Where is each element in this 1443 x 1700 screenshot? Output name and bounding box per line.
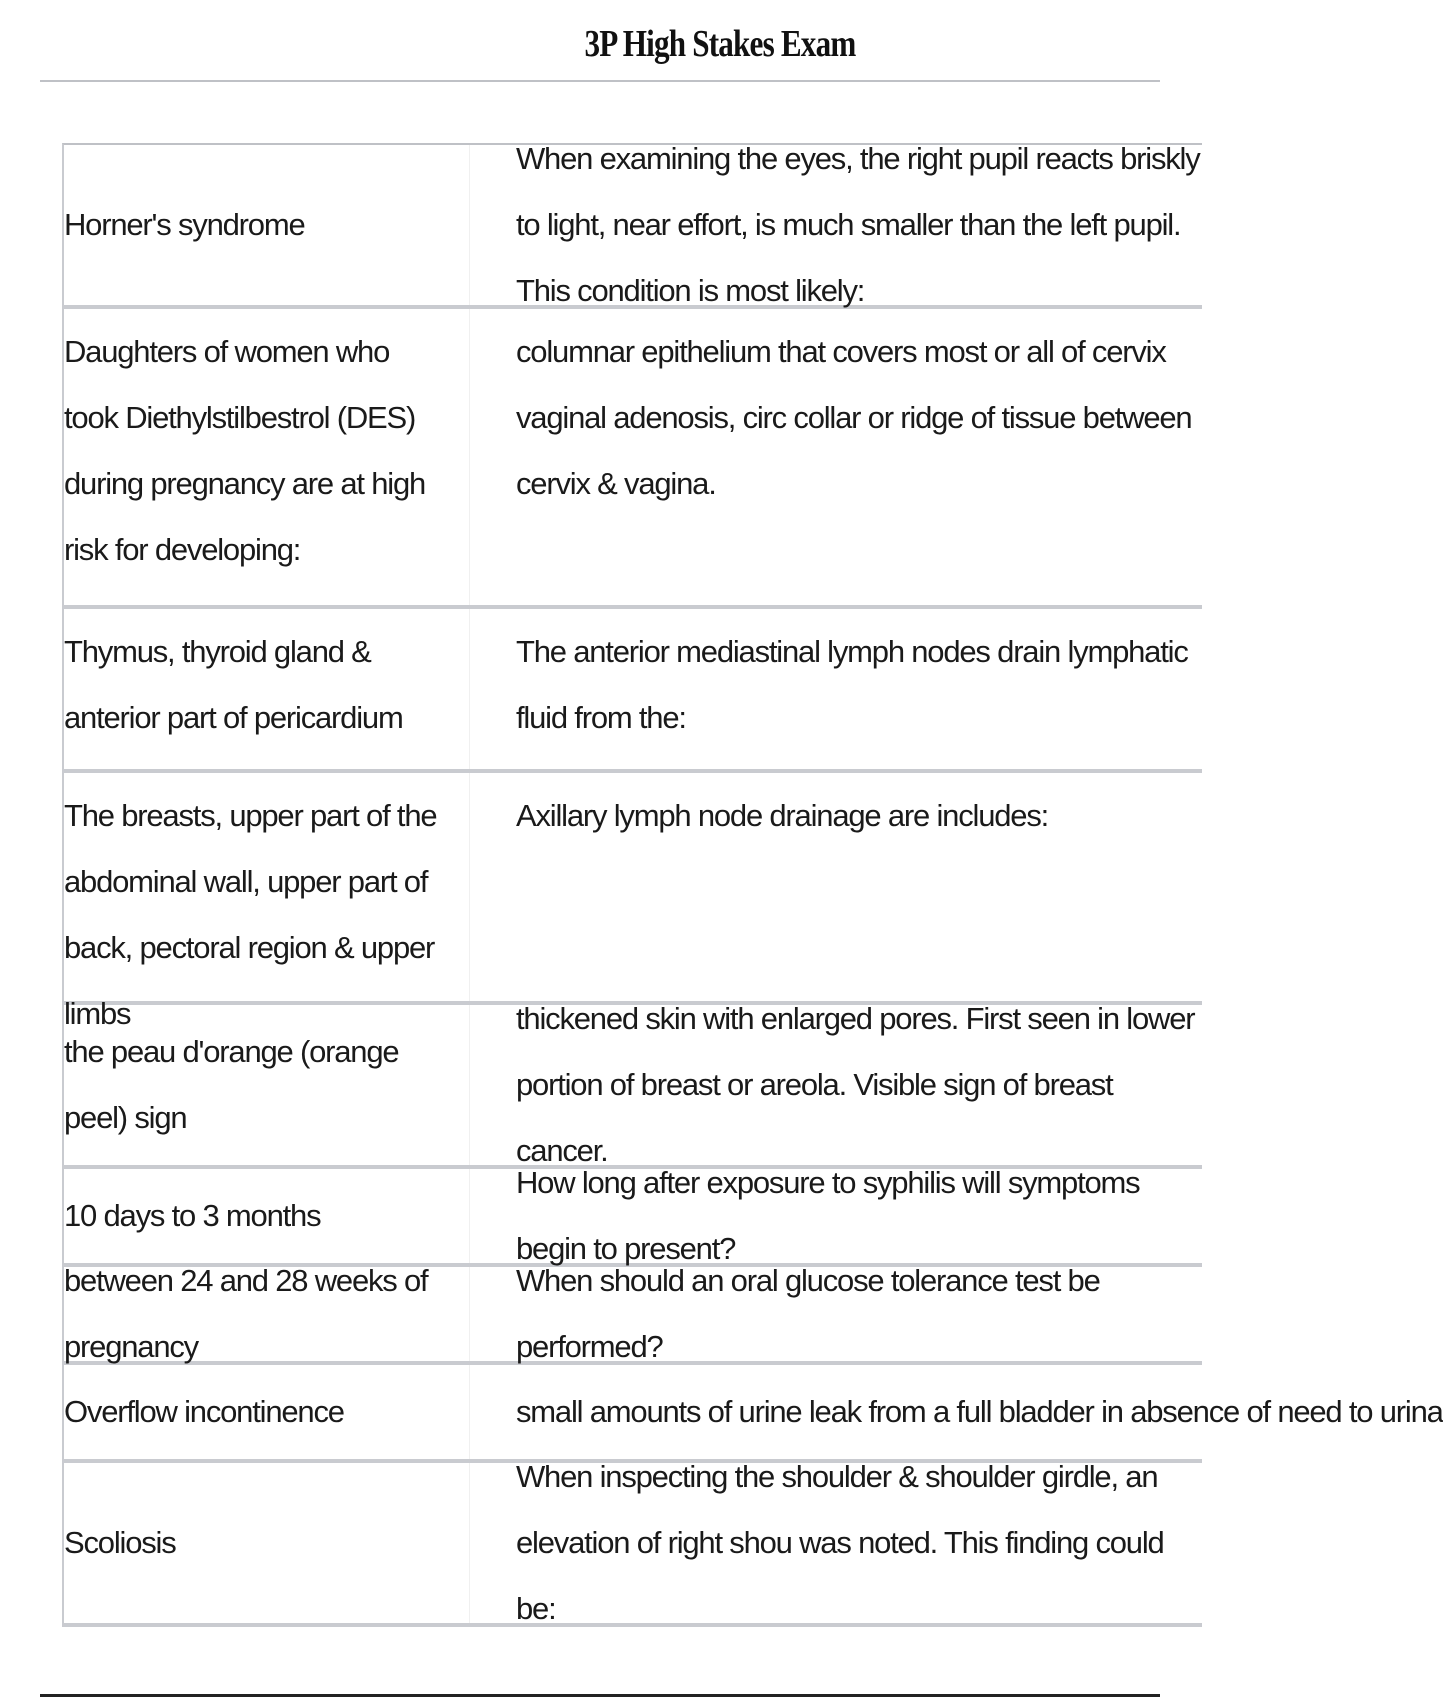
term-cell (64, 1463, 470, 1623)
definition-cell (470, 309, 1202, 605)
term-text: Scoliosis (64, 1525, 176, 1560)
table-row (64, 141, 1202, 309)
definition-text: When inspecting the shoulder & shoulder girdle, an elevation of right shou was noted. This finding could be: (516, 1459, 1164, 1626)
definition-cell (470, 1263, 1202, 1364)
flashcard-table (62, 141, 1443, 1627)
term-text: The breasts, upper part of the abdominal wall, upper part of back, pectoral region & upper limbs (64, 798, 437, 1031)
term-cell (64, 1005, 470, 1165)
term-cell (64, 609, 470, 769)
term-text: 10 days to 3 months (64, 1198, 321, 1233)
term-text: Horner's syndrome (64, 207, 305, 242)
term-text: Overflow incontinence (64, 1394, 344, 1429)
page-title: 3P High Stakes Exam (584, 23, 856, 65)
definition-cell (470, 1459, 1202, 1626)
term-text: the peau d'orange (orange peel) sign (64, 1034, 399, 1135)
table-row (64, 773, 1202, 1031)
definition-text: Axillary lymph node drainage are includes: (516, 798, 1049, 833)
definition-cell (470, 141, 1202, 308)
bottom-divider (40, 1694, 1160, 1697)
term-text: Daughters of women who took Diethylstilbestrol (DES) during pregnancy are at high risk for developing: (64, 334, 426, 567)
table-row (64, 1263, 1202, 1365)
table-row (64, 1459, 1202, 1627)
definition-text: The anterior mediastinal lymph nodes drain lymphatic fluid from the: (516, 634, 1188, 735)
title-divider (40, 80, 1160, 82)
term-cell (64, 309, 470, 605)
table-row (64, 609, 1202, 773)
definition-text: When should an oral glucose tolerance test be performed? (516, 1263, 1100, 1364)
term-cell (64, 1263, 470, 1364)
definition-cell (470, 609, 1202, 769)
table-row (64, 1001, 1202, 1169)
term-cell (64, 145, 470, 305)
definition-text: columnar epithelium that covers most or all of cervix vaginal adenosis, circ collar or ridge of tissue between cervix & vagina. (516, 334, 1192, 501)
definition-text: small amounts of urine leak from a full bladder in absence of need to urina (516, 1394, 1443, 1429)
term-cell (64, 773, 470, 1031)
definition-cell (470, 1001, 1202, 1168)
definition-text: How long after exposure to syphilis will symptoms begin to present? (516, 1165, 1140, 1266)
term-text: between 24 and 28 weeks of pregnancy (64, 1263, 428, 1364)
definition-text: thickened skin with enlarged pores. First seen in lower portion of breast or areola. Visible sign of breast cancer. (516, 1001, 1195, 1168)
term-text: Thymus, thyroid gland & anterior part of pericardium (64, 634, 403, 735)
table-row (64, 309, 1202, 609)
definition-text: When examining the eyes, the right pupil reacts briskly to light, near effort, is much smaller than the left pupil. This condition is most likely: (516, 141, 1200, 308)
definition-cell (470, 773, 1202, 1001)
term-cell (64, 1365, 470, 1459)
